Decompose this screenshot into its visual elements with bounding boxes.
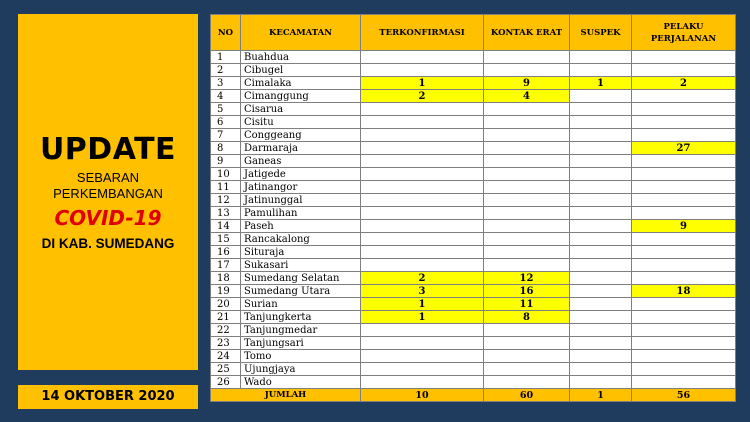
cell-suspek	[570, 246, 632, 259]
table-row	[211, 363, 736, 376]
cell-no: 20	[211, 298, 241, 311]
cell-kontak-erat	[484, 350, 570, 363]
cell-terkonfirmasi	[361, 181, 484, 194]
cell-no: 2	[211, 64, 241, 77]
table-row	[211, 272, 736, 285]
table-row	[211, 259, 736, 272]
cell-no: 3	[211, 77, 241, 90]
cell-no: 15	[211, 233, 241, 246]
cell-kontak-erat	[484, 337, 570, 350]
total-pelaku-perjalanan: 56	[632, 389, 736, 402]
cell-suspek	[570, 51, 632, 64]
cell-suspek	[570, 142, 632, 155]
cell-kontak-erat	[484, 246, 570, 259]
table-row	[211, 350, 736, 363]
cell-kecamatan: Sumedang Utara	[241, 285, 361, 298]
cell-no: 17	[211, 259, 241, 272]
table-row	[211, 116, 736, 129]
cell-suspek	[570, 64, 632, 77]
data-table-container	[210, 14, 735, 402]
table-row	[211, 311, 736, 324]
subtitle-sebaran: SEBARAN	[76, 169, 140, 185]
cell-terkonfirmasi	[361, 246, 484, 259]
cell-suspek	[570, 194, 632, 207]
cell-no: 21	[211, 311, 241, 324]
cell-suspek	[570, 129, 632, 142]
subtitle-perkembangan: PERKEMBANGAN	[53, 186, 163, 201]
cell-kontak-erat	[484, 64, 570, 77]
cell-pelaku-perjalanan	[632, 116, 736, 129]
table-row	[211, 233, 736, 246]
table-row	[211, 285, 736, 298]
cell-kecamatan: Jatinangor	[241, 181, 361, 194]
cell-terkonfirmasi: 3	[361, 285, 484, 298]
header-kecamatan: KECAMATAN	[241, 15, 361, 51]
cell-no: 16	[211, 246, 241, 259]
cell-no: 19	[211, 285, 241, 298]
cell-kecamatan: Wado	[241, 376, 361, 389]
cell-terkonfirmasi	[361, 129, 484, 142]
header-suspek: SUSPEK	[570, 15, 632, 51]
cell-terkonfirmasi	[361, 116, 484, 129]
cell-terkonfirmasi	[361, 259, 484, 272]
cell-terkonfirmasi	[361, 51, 484, 64]
cell-kecamatan: Tanjungsari	[241, 337, 361, 350]
cell-kecamatan: Sumedang Selatan	[241, 272, 361, 285]
table-row	[211, 181, 736, 194]
update-heading: UPDATE	[39, 131, 177, 167]
date-badge: 14 OKTOBER 2020	[18, 385, 198, 409]
total-suspek: 1	[570, 389, 632, 402]
table-row	[211, 324, 736, 337]
cell-kontak-erat	[484, 129, 570, 142]
cell-suspek	[570, 337, 632, 350]
cell-kontak-erat	[484, 259, 570, 272]
cell-suspek	[570, 259, 632, 272]
cell-suspek	[570, 285, 632, 298]
header-no: NO	[211, 15, 241, 51]
cell-terkonfirmasi	[361, 194, 484, 207]
cell-pelaku-perjalanan: 18	[632, 285, 736, 298]
cell-pelaku-perjalanan	[632, 376, 736, 389]
cell-terkonfirmasi	[361, 207, 484, 220]
cell-terkonfirmasi: 2	[361, 90, 484, 103]
cell-terkonfirmasi	[361, 324, 484, 337]
total-terkonfirmasi: 10	[361, 389, 484, 402]
cell-no: 8	[211, 142, 241, 155]
cell-kontak-erat	[484, 233, 570, 246]
cell-kecamatan: Tanjungmedar	[241, 324, 361, 337]
cell-terkonfirmasi	[361, 155, 484, 168]
cell-pelaku-perjalanan	[632, 155, 736, 168]
cell-kontak-erat	[484, 142, 570, 155]
cell-suspek	[570, 207, 632, 220]
cell-kecamatan: Paseh	[241, 220, 361, 233]
cell-terkonfirmasi: 1	[361, 77, 484, 90]
cell-suspek	[570, 155, 632, 168]
cell-pelaku-perjalanan	[632, 103, 736, 116]
cell-kecamatan: Cisarua	[241, 103, 361, 116]
cell-no: 7	[211, 129, 241, 142]
cell-kecamatan: Buahdua	[241, 51, 361, 64]
cell-no: 18	[211, 272, 241, 285]
cell-kecamatan: Tanjungkerta	[241, 311, 361, 324]
cell-no: 5	[211, 103, 241, 116]
cell-suspek	[570, 233, 632, 246]
table-row	[211, 129, 736, 142]
table-body	[211, 51, 736, 389]
covid-table	[210, 14, 736, 402]
cell-terkonfirmasi: 1	[361, 298, 484, 311]
region-label: DI KAB. SUMEDANG	[41, 236, 175, 252]
table-row	[211, 64, 736, 77]
cell-suspek	[570, 272, 632, 285]
cell-suspek	[570, 90, 632, 103]
cell-pelaku-perjalanan	[632, 90, 736, 103]
header-pelaku-perjalanan: PELAKU PERJALANAN	[632, 15, 736, 51]
cell-pelaku-perjalanan: 9	[632, 220, 736, 233]
table-header-row	[211, 15, 736, 51]
cell-pelaku-perjalanan	[632, 181, 736, 194]
cell-kontak-erat	[484, 168, 570, 181]
cell-terkonfirmasi	[361, 376, 484, 389]
cell-kecamatan: Conggeang	[241, 129, 361, 142]
cell-kontak-erat	[484, 116, 570, 129]
cell-suspek	[570, 376, 632, 389]
cell-kecamatan: Jatinunggal	[241, 194, 361, 207]
cell-terkonfirmasi: 1	[361, 311, 484, 324]
cell-no: 1	[211, 51, 241, 64]
table-row	[211, 168, 736, 181]
cell-pelaku-perjalanan	[632, 259, 736, 272]
cell-kecamatan: Sukasari	[241, 259, 361, 272]
cell-suspek: 1	[570, 77, 632, 90]
cell-kontak-erat: 8	[484, 311, 570, 324]
cell-suspek	[570, 168, 632, 181]
total-row	[211, 389, 736, 402]
cell-terkonfirmasi	[361, 363, 484, 376]
total-label: JUMLAH	[211, 389, 361, 402]
table-row	[211, 155, 736, 168]
table-row	[211, 298, 736, 311]
header-terkonfirmasi: TERKONFIRMASI	[361, 15, 484, 51]
table-row	[211, 376, 736, 389]
cell-no: 6	[211, 116, 241, 129]
total-kontak-erat: 60	[484, 389, 570, 402]
table-row	[211, 142, 736, 155]
cell-terkonfirmasi	[361, 64, 484, 77]
cell-no: 26	[211, 376, 241, 389]
cell-no: 4	[211, 90, 241, 103]
cell-terkonfirmasi	[361, 350, 484, 363]
cell-kecamatan: Jatigede	[241, 168, 361, 181]
cell-terkonfirmasi	[361, 233, 484, 246]
cell-terkonfirmasi	[361, 142, 484, 155]
cell-pelaku-perjalanan	[632, 64, 736, 77]
cell-suspek	[570, 220, 632, 233]
cell-terkonfirmasi	[361, 168, 484, 181]
table-row	[211, 90, 736, 103]
cell-kontak-erat	[484, 220, 570, 233]
cell-kecamatan: Darmaraja	[241, 142, 361, 155]
cell-pelaku-perjalanan	[632, 194, 736, 207]
cell-terkonfirmasi	[361, 103, 484, 116]
cell-no: 23	[211, 337, 241, 350]
cell-kecamatan: Situraja	[241, 246, 361, 259]
cell-kecamatan: Surian	[241, 298, 361, 311]
cell-suspek	[570, 350, 632, 363]
cell-kontak-erat	[484, 181, 570, 194]
cell-kontak-erat	[484, 51, 570, 64]
cell-kontak-erat	[484, 103, 570, 116]
cell-kecamatan: Ujungjaya	[241, 363, 361, 376]
table-row	[211, 194, 736, 207]
cell-pelaku-perjalanan	[632, 207, 736, 220]
cell-pelaku-perjalanan: 2	[632, 77, 736, 90]
header-kontak-erat: KONTAK ERAT	[484, 15, 570, 51]
cell-suspek	[570, 103, 632, 116]
cell-kecamatan: Tomo	[241, 350, 361, 363]
table-row	[211, 246, 736, 259]
cell-suspek	[570, 298, 632, 311]
cell-pelaku-perjalanan	[632, 272, 736, 285]
cell-pelaku-perjalanan	[632, 51, 736, 64]
cell-kontak-erat: 16	[484, 285, 570, 298]
cell-kontak-erat: 9	[484, 77, 570, 90]
cell-kecamatan: Pamulihan	[241, 207, 361, 220]
cell-pelaku-perjalanan	[632, 311, 736, 324]
cell-kontak-erat	[484, 324, 570, 337]
table-row	[211, 337, 736, 350]
cell-suspek	[570, 116, 632, 129]
cell-pelaku-perjalanan	[632, 246, 736, 259]
cell-terkonfirmasi	[361, 220, 484, 233]
cell-pelaku-perjalanan	[632, 350, 736, 363]
cell-pelaku-perjalanan	[632, 168, 736, 181]
title-panel	[18, 14, 198, 370]
cell-no: 11	[211, 181, 241, 194]
cell-terkonfirmasi	[361, 337, 484, 350]
cell-kecamatan: Ganeas	[241, 155, 361, 168]
cell-suspek	[570, 311, 632, 324]
cell-kecamatan: Cibugel	[241, 64, 361, 77]
cell-kecamatan: Cimalaka	[241, 77, 361, 90]
cell-pelaku-perjalanan	[632, 363, 736, 376]
cell-no: 10	[211, 168, 241, 181]
cell-no: 24	[211, 350, 241, 363]
cell-no: 12	[211, 194, 241, 207]
cell-kontak-erat	[484, 376, 570, 389]
cell-kontak-erat	[484, 363, 570, 376]
table-row	[211, 77, 736, 90]
table-row	[211, 103, 736, 116]
cell-no: 25	[211, 363, 241, 376]
cell-kontak-erat	[484, 207, 570, 220]
cell-pelaku-perjalanan	[632, 129, 736, 142]
cell-terkonfirmasi: 2	[361, 272, 484, 285]
cell-no: 14	[211, 220, 241, 233]
cell-kontak-erat: 12	[484, 272, 570, 285]
cell-kecamatan: Rancakalong	[241, 233, 361, 246]
cell-no: 13	[211, 207, 241, 220]
cell-pelaku-perjalanan	[632, 233, 736, 246]
cell-kecamatan: Cimanggung	[241, 90, 361, 103]
table-row	[211, 220, 736, 233]
cell-no: 22	[211, 324, 241, 337]
cell-suspek	[570, 324, 632, 337]
cell-kontak-erat: 11	[484, 298, 570, 311]
cell-suspek	[570, 363, 632, 376]
cell-pelaku-perjalanan	[632, 337, 736, 350]
cell-pelaku-perjalanan	[632, 324, 736, 337]
cell-kontak-erat	[484, 194, 570, 207]
cell-no: 9	[211, 155, 241, 168]
covid-label: COVID-19	[54, 206, 162, 231]
cell-kecamatan: Cisitu	[241, 116, 361, 129]
cell-suspek	[570, 181, 632, 194]
table-row	[211, 51, 736, 64]
table-row	[211, 207, 736, 220]
cell-kontak-erat	[484, 155, 570, 168]
cell-kontak-erat: 4	[484, 90, 570, 103]
cell-pelaku-perjalanan	[632, 298, 736, 311]
cell-pelaku-perjalanan: 27	[632, 142, 736, 155]
